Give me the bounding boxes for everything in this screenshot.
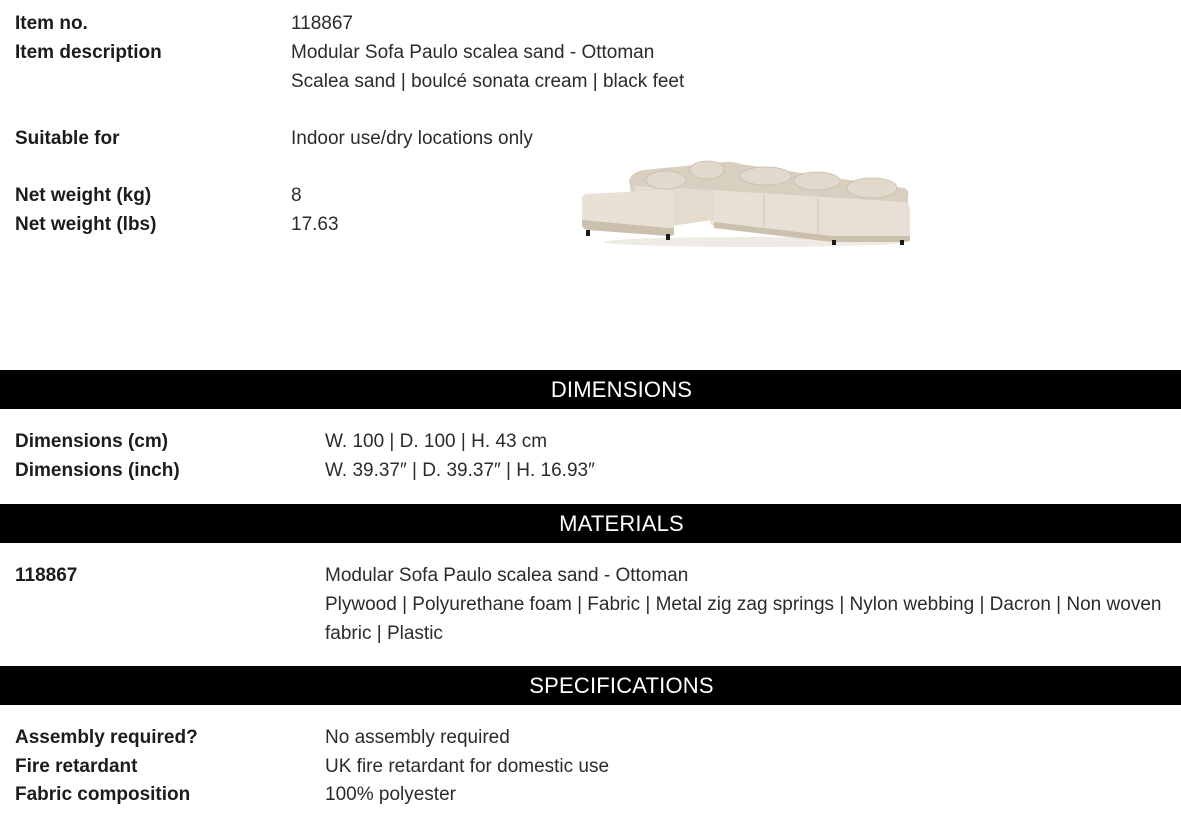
item-description-line1: Modular Sofa Paulo scalea sand - Ottoman <box>291 42 655 63</box>
materials-header: MATERIALS <box>0 504 1181 543</box>
dimensions-header: DIMENSIONS <box>0 370 1181 409</box>
net-weight-lbs-label: Net weight (lbs) <box>15 214 157 235</box>
dimensions-cm-label: Dimensions (cm) <box>15 431 169 452</box>
fabric-composition-label: Fabric composition <box>15 784 191 805</box>
suitable-for-value: Indoor use/dry locations only <box>291 128 533 149</box>
dimensions-cm-value: W. 100 | D. 100 | H. 43 cm <box>325 431 548 452</box>
materials-list: Plywood | Polyurethane foam | Fabric | Metal zig zag springs | Nylon webbing | Dacron | Non woven fabric | Plastic <box>325 594 1162 644</box>
dimensions-inch-label: Dimensions (inch) <box>15 460 180 481</box>
fabric-composition-value: 100% polyester <box>325 784 456 805</box>
net-weight-kg-label: Net weight (kg) <box>15 185 152 206</box>
net-weight-kg-value: 8 <box>291 185 302 206</box>
fire-retardant-label: Fire retardant <box>15 756 138 777</box>
item-description-line2: Scalea sand | boulcé sonata cream | black feet <box>291 71 685 92</box>
fire-retardant-value: UK fire retardant for domestic use <box>325 756 610 777</box>
assembly-value: No assembly required <box>325 727 510 748</box>
materials-item-label: 118867 <box>15 565 78 586</box>
assembly-label: Assembly required? <box>15 727 198 748</box>
net-weight-lbs-value: 17.63 <box>291 214 339 235</box>
specifications-header: SPECIFICATIONS <box>0 666 1181 705</box>
modular-sofa-image <box>574 150 914 250</box>
item-no-value: 118867 <box>291 13 353 34</box>
item-description-label: Item description <box>15 42 162 63</box>
suitable-for-label: Suitable for <box>15 128 120 149</box>
materials-item-name: Modular Sofa Paulo scalea sand - Ottoman <box>325 565 689 586</box>
dimensions-inch-value: W. 39.37″ | D. 39.37″ | H. 16.93″ <box>325 460 595 481</box>
item-no-label: Item no. <box>15 13 88 34</box>
